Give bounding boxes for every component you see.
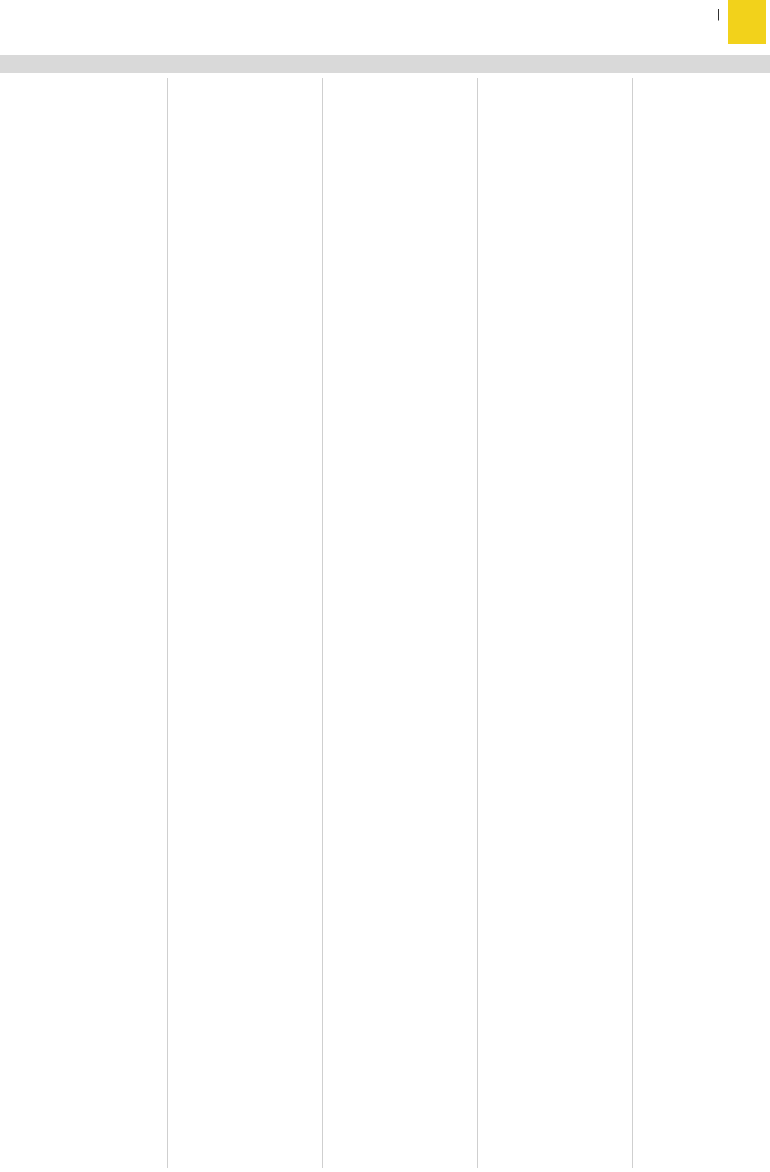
column-3 (325, 78, 475, 1168)
right-column (635, 78, 760, 1168)
front-page-banner (0, 55, 770, 73)
column-divider (322, 78, 323, 1168)
article (635, 87, 760, 89)
masthead (0, 0, 770, 52)
page-number (728, 0, 766, 44)
column-1 (15, 78, 165, 1168)
newspaper-logo[interactable] (15, 4, 145, 48)
column-divider (632, 78, 633, 1168)
column-2 (170, 78, 320, 1168)
article (635, 79, 760, 81)
column-4 (480, 78, 630, 1168)
dateline-separator: | (717, 9, 720, 21)
dateline (592, 8, 720, 23)
column-divider (477, 78, 478, 1168)
column-divider (167, 78, 168, 1168)
